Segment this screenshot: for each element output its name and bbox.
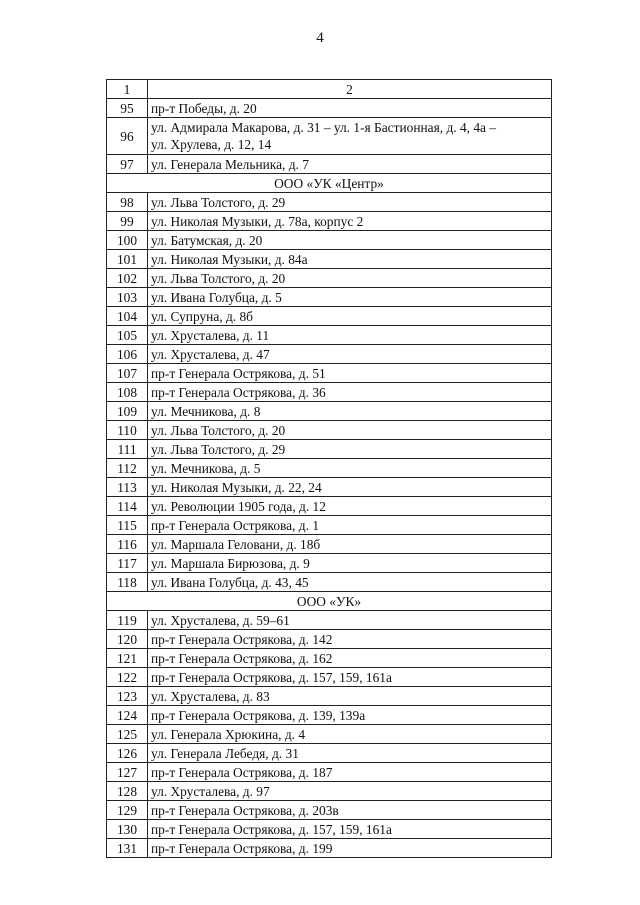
table-row (107, 820, 552, 839)
address-cell: пр-т Генерала Острякова, д. 203в (148, 801, 552, 820)
row-number: 110 (107, 421, 148, 440)
table-row (107, 763, 552, 782)
address-cell: пр-т Генерала Острякова, д. 199 (148, 839, 552, 858)
table-row (107, 516, 552, 535)
table-row (107, 478, 552, 497)
row-number: 126 (107, 744, 148, 763)
row-number: 119 (107, 611, 148, 630)
row-number: 109 (107, 402, 148, 421)
address-cell: ул. Льва Толстого, д. 20 (148, 269, 552, 288)
row-number: 111 (107, 440, 148, 459)
address-cell: пр-т Генерала Острякова, д. 157, 159, 161а (148, 668, 552, 687)
address-cell: пр-т Генерала Острякова, д. 187 (148, 763, 552, 782)
row-number: 125 (107, 725, 148, 744)
row-number: 112 (107, 459, 148, 478)
address-cell: ул. Генерала Мельника, д. 7 (148, 155, 552, 174)
section-title: ООО «УК «Центр» (107, 174, 552, 193)
table-row (107, 801, 552, 820)
row-number: 118 (107, 573, 148, 592)
row-number: 120 (107, 630, 148, 649)
address-cell: пр-т Генерала Острякова, д. 51 (148, 364, 552, 383)
address-cell: ул. Николая Музыки, д. 78а, корпус 2 (148, 212, 552, 231)
table-row (107, 744, 552, 763)
address-cell: ул. Батумская, д. 20 (148, 231, 552, 250)
row-number: 99 (107, 212, 148, 231)
table-row (107, 307, 552, 326)
row-number: 101 (107, 250, 148, 269)
address-cell: ул. Хрусталева, д. 97 (148, 782, 552, 801)
row-number: 114 (107, 497, 148, 516)
row-number: 104 (107, 307, 148, 326)
row-number: 129 (107, 801, 148, 820)
address-table-body (107, 80, 552, 858)
address-cell: пр-т Генерала Острякова, д. 162 (148, 649, 552, 668)
address-cell: ул. Николая Музыки, д. 84а (148, 250, 552, 269)
row-number: 123 (107, 687, 148, 706)
table-row (107, 269, 552, 288)
table-row (107, 383, 552, 402)
table-row (107, 326, 552, 345)
page-number: 4 (316, 30, 324, 46)
row-number: 108 (107, 383, 148, 402)
row-number: 107 (107, 364, 148, 383)
address-table (106, 79, 552, 858)
table-row (107, 839, 552, 858)
address-cell: ул. Ивана Голубца, д. 43, 45 (148, 573, 552, 592)
table-row (107, 155, 552, 174)
table-row (107, 345, 552, 364)
section-header-row (107, 174, 552, 193)
row-number: 103 (107, 288, 148, 307)
table-row (107, 573, 552, 592)
table-row (107, 554, 552, 573)
address-cell: пр-т Генерала Острякова, д. 139, 139а (148, 706, 552, 725)
row-number: 131 (107, 839, 148, 858)
table-row (107, 459, 552, 478)
address-cell: ул. Николая Музыки, д. 22, 24 (148, 478, 552, 497)
row-number: 116 (107, 535, 148, 554)
address-cell: ул. Льва Толстого, д. 29 (148, 193, 552, 212)
table-header-row (107, 80, 552, 99)
row-number: 115 (107, 516, 148, 535)
row-number: 96 (107, 118, 148, 155)
row-number: 117 (107, 554, 148, 573)
row-number: 98 (107, 193, 148, 212)
table-row (107, 706, 552, 725)
table-row (107, 231, 552, 250)
table-row (107, 649, 552, 668)
address-cell: ул. Мечникова, д. 8 (148, 402, 552, 421)
table-row (107, 535, 552, 554)
row-number: 121 (107, 649, 148, 668)
table-row (107, 193, 552, 212)
address-cell: ул. Хрусталева, д. 59–61 (148, 611, 552, 630)
row-number: 102 (107, 269, 148, 288)
address-cell: ул. Революции 1905 года, д. 12 (148, 497, 552, 516)
address-cell: ул. Льва Толстого, д. 29 (148, 440, 552, 459)
table-row (107, 364, 552, 383)
column-header-number: 1 (107, 80, 148, 99)
address-cell (148, 118, 552, 155)
table-row (107, 630, 552, 649)
row-number: 130 (107, 820, 148, 839)
address-cell: пр-т Генерала Острякова, д. 157, 159, 161а (148, 820, 552, 839)
address-cell: ул. Хрусталева, д. 83 (148, 687, 552, 706)
address-cell: пр-т Генерала Острякова, д. 1 (148, 516, 552, 535)
table-row (107, 687, 552, 706)
row-number: 124 (107, 706, 148, 725)
address-cell: ул. Ивана Голубца, д. 5 (148, 288, 552, 307)
table-row (107, 402, 552, 421)
address-line: ул. Адмирала Макарова, д. 31 – ул. 1-я Бастионная, д. 4, 4а – (151, 120, 497, 135)
table-row (107, 288, 552, 307)
address-line: ул. Хрулева, д. 12, 14 (151, 137, 272, 152)
section-header-row (107, 592, 552, 611)
address-cell: ул. Супруна, д. 8б (148, 307, 552, 326)
section-title: ООО «УК» (107, 592, 552, 611)
table-row (107, 250, 552, 269)
row-number: 106 (107, 345, 148, 364)
table-row (107, 668, 552, 687)
table-row (107, 440, 552, 459)
address-cell: ул. Генерала Лебедя, д. 31 (148, 744, 552, 763)
table-row (107, 99, 552, 118)
address-cell: ул. Генерала Хрюкина, д. 4 (148, 725, 552, 744)
table-row (107, 725, 552, 744)
address-cell: пр-т Генерала Острякова, д. 142 (148, 630, 552, 649)
address-cell: пр-т Генерала Острякова, д. 36 (148, 383, 552, 402)
table-row (107, 118, 552, 155)
table-row (107, 421, 552, 440)
table-row (107, 497, 552, 516)
address-cell: ул. Льва Толстого, д. 20 (148, 421, 552, 440)
row-number: 97 (107, 155, 148, 174)
address-cell: ул. Маршала Геловани, д. 18б (148, 535, 552, 554)
table-row (107, 611, 552, 630)
address-cell: ул. Хрусталева, д. 11 (148, 326, 552, 345)
table-row (107, 782, 552, 801)
row-number: 100 (107, 231, 148, 250)
table-row (107, 212, 552, 231)
column-header-address: 2 (148, 80, 552, 99)
row-number: 122 (107, 668, 148, 687)
row-number: 128 (107, 782, 148, 801)
address-cell: ул. Мечникова, д. 5 (148, 459, 552, 478)
row-number: 95 (107, 99, 148, 118)
address-cell: ул. Хрусталева, д. 47 (148, 345, 552, 364)
row-number: 127 (107, 763, 148, 782)
row-number: 113 (107, 478, 148, 497)
address-cell: пр-т Победы, д. 20 (148, 99, 552, 118)
address-cell: ул. Маршала Бирюзова, д. 9 (148, 554, 552, 573)
row-number: 105 (107, 326, 148, 345)
